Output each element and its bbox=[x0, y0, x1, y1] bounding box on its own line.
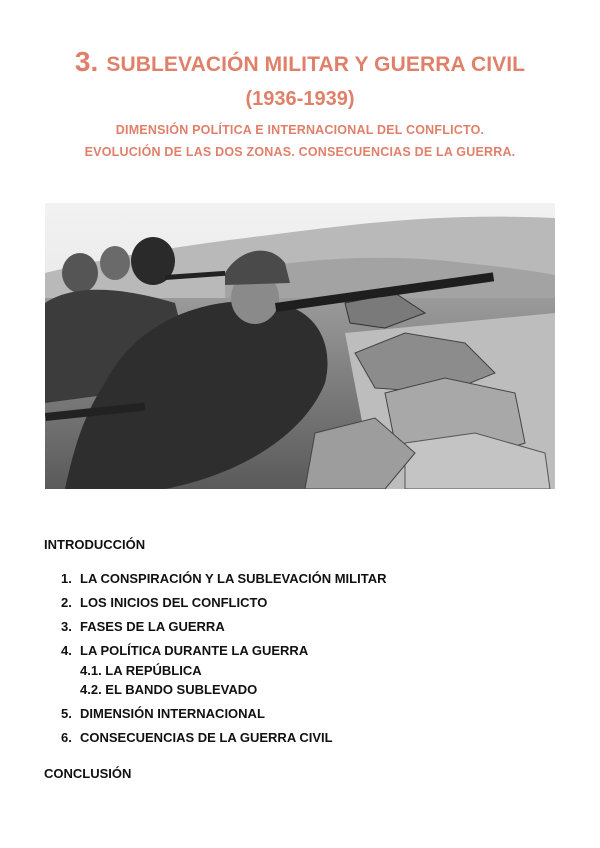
chapter-title: SUBLEVACIÓN MILITAR Y GUERRA CIVIL bbox=[106, 53, 526, 76]
toc-item-1: 1. LA CONSPIRACIÓN Y LA SUBLEVACIÓN MILITAR bbox=[61, 571, 387, 586]
chapter-years: (1936-1939) bbox=[245, 88, 355, 110]
toc-item-6: 6. CONSECUENCIAS DE LA GUERRA CIVIL bbox=[61, 730, 333, 745]
war-photograph bbox=[45, 203, 555, 489]
toc-conclusion: CONCLUSIÓN bbox=[44, 766, 132, 781]
toc-introduction: INTRODUCCIÓN bbox=[44, 537, 146, 552]
subtitle-line-2: EVOLUCIÓN DE LAS DOS ZONAS. CONSECUENCIAS DE LA GUERRA. bbox=[84, 145, 516, 159]
toc-item-3: 3. FASES DE LA GUERRA bbox=[61, 619, 225, 634]
toc-item-2: 2. LOS INICIOS DEL CONFLICTO bbox=[61, 595, 268, 610]
toc-subitem-4-2: 4.2. EL BANDO SUBLEVADO bbox=[80, 682, 258, 697]
chapter-number: 3. bbox=[74, 46, 99, 77]
toc-item-4: 4. LA POLÍTICA DURANTE LA GUERRA bbox=[61, 643, 309, 658]
toc-item-5: 5. DIMENSIÓN INTERNACIONAL bbox=[61, 706, 265, 721]
page-title bbox=[0, 46, 600, 78]
subtitle-line-1: DIMENSIÓN POLÍTICA E INTERNACIONAL DEL CONFLICTO. bbox=[115, 123, 485, 137]
toc-subitem-4-1: 4.1. LA REPÚBLICA bbox=[80, 663, 202, 678]
